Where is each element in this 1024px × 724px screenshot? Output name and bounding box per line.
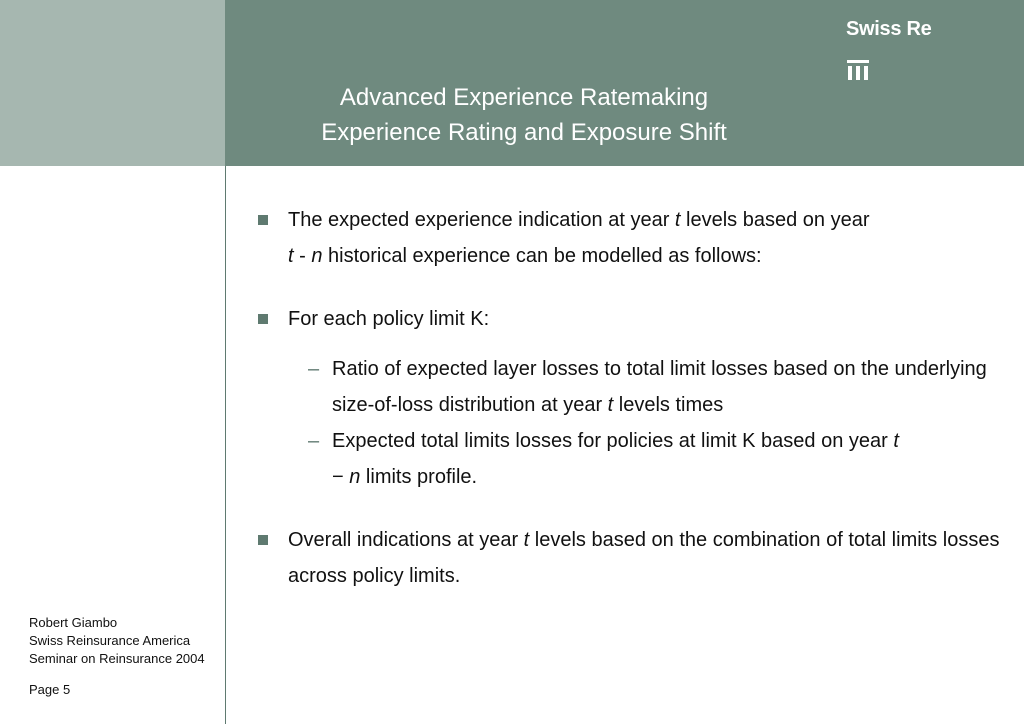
footer-author: Robert Giambo bbox=[29, 615, 118, 630]
sub-bullet-ratio bbox=[288, 351, 1008, 423]
var-t: t bbox=[893, 430, 899, 452]
sub-bullet-text: − bbox=[332, 466, 350, 488]
bullet-text: historical experience can be modelled as follows: bbox=[322, 245, 762, 267]
vertical-divider bbox=[225, 166, 226, 724]
footer-credits bbox=[29, 614, 205, 668]
brand-name: Swiss Re bbox=[846, 18, 932, 40]
swiss-re-logo-icon bbox=[847, 60, 869, 80]
slide-title bbox=[225, 80, 823, 150]
bullet-text: For each policy limit K: bbox=[288, 308, 490, 330]
var-n: n bbox=[349, 466, 361, 488]
dash-icon: – bbox=[308, 358, 320, 380]
bullet-square-icon bbox=[258, 314, 268, 324]
bullet-text: - bbox=[293, 245, 312, 267]
bullet-overall-indications bbox=[258, 522, 1008, 594]
title-line-1: Advanced Experience Ratemaking bbox=[339, 84, 709, 111]
sub-bullet-text: levels times bbox=[613, 394, 724, 416]
sub-bullet-text: Ratio of expected layer losses to total limit losses based on the underlying size-of-loss distribution at year bbox=[332, 358, 987, 416]
bullet-square-icon bbox=[258, 215, 268, 225]
var-t: t bbox=[674, 209, 681, 231]
bullet-text: Overall indications at year bbox=[288, 529, 524, 551]
sub-bullet-text: limits profile. bbox=[360, 466, 478, 488]
var-n: n bbox=[311, 245, 323, 267]
slide-content bbox=[258, 202, 1008, 621]
bullet-policy-limit bbox=[258, 301, 1008, 337]
dash-icon: – bbox=[308, 430, 320, 452]
title-line-2: Experience Rating and Exposure Shift bbox=[321, 119, 727, 146]
bullet-expected-indication bbox=[258, 202, 1008, 274]
sub-bullet-expected-total bbox=[288, 423, 1008, 495]
var-t: t bbox=[607, 394, 614, 416]
bullet-square-icon bbox=[258, 535, 268, 545]
var-t: t bbox=[288, 245, 294, 267]
bullet-text: levels based on the combination of total limits losses across policy limits. bbox=[288, 529, 1000, 587]
bullet-text: levels based on year bbox=[680, 209, 870, 231]
footer-company: Swiss Reinsurance America bbox=[29, 633, 191, 648]
var-t: t bbox=[523, 529, 530, 551]
bullet-text: The expected experience indication at year bbox=[288, 209, 675, 231]
header-left-block bbox=[0, 0, 225, 166]
page-number: Page 5 bbox=[29, 682, 71, 697]
sub-bullet-text: Expected total limits losses for policies at limit K based on year bbox=[332, 430, 894, 452]
footer-event: Seminar on Reinsurance 2004 bbox=[29, 651, 205, 666]
